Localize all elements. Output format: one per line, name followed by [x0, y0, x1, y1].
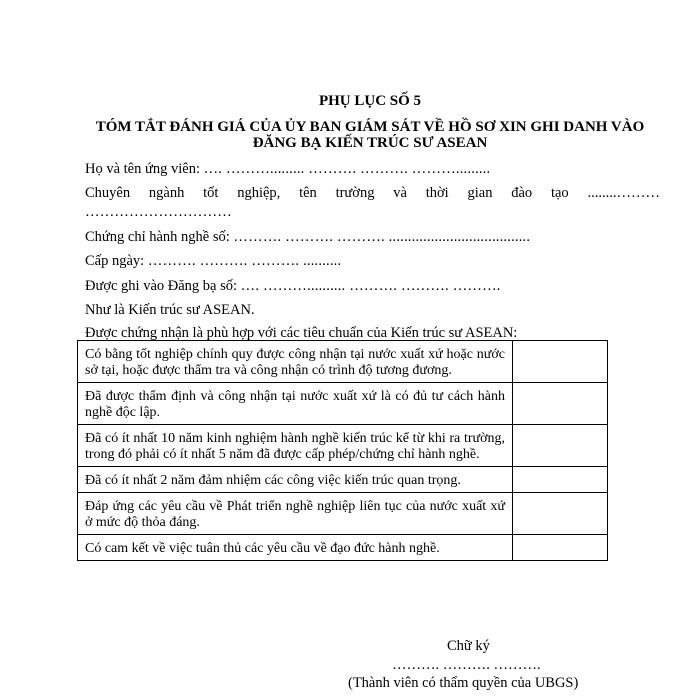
issue-date-dots: ………. ………. ………. .......... — [147, 253, 342, 269]
criteria-row — [78, 535, 608, 561]
candidate-name-dots: …. ………......... ………. ………. ………......... — [203, 161, 491, 177]
major-word: ........……… — [587, 185, 660, 201]
criteria-table — [77, 340, 608, 561]
form-title-line-1: TÓM TẮT ĐÁNH GIÁ CỦA ỦY BAN GIÁM SÁT VỀ HỒ SƠ XIN GHI DANH VÀO — [95, 119, 645, 135]
certified-line: Được chứng nhận là phù hợp với các tiêu chuẩn của Kiến trúc sư ASEAN: — [85, 325, 518, 341]
major-word: thời — [425, 185, 449, 201]
criteria-text: Có bằng tốt nghiệp chính quy được công nhận tại nước xuất xứ hoặc nước sở tại, hoặc được thẩm tra và công nhận có trình độ tương đương. — [78, 341, 513, 383]
register-number-dots: …. ……….......... ………. ………. ………. — [240, 278, 501, 294]
signature-note: (Thành viên có thẩm quyền của UBGS) — [348, 675, 579, 691]
criteria-row — [78, 341, 608, 383]
major-word: tạo — [550, 185, 569, 201]
major-word: nghiệp, — [237, 185, 281, 201]
criteria-text: Đã có ít nhất 2 năm đảm nhiệm các công việc kiến trúc quan trọng. — [78, 467, 513, 493]
criteria-row — [78, 493, 608, 535]
candidate-name-label: Họ và tên ứng viên: — [85, 161, 200, 177]
register-number-field — [85, 277, 660, 295]
criteria-check-cell[interactable] — [513, 341, 608, 383]
criteria-check-cell[interactable] — [513, 467, 608, 493]
certificate-dots: ………. ………. ………. ..................................... — [233, 229, 531, 245]
criteria-check-cell[interactable] — [513, 493, 608, 535]
major-word: Chuyên — [85, 185, 131, 201]
signature-label: Chữ ký — [447, 638, 490, 654]
certificate-field — [85, 228, 660, 246]
appendix-title: PHỤ LỤC SỐ 5 — [318, 93, 422, 109]
criteria-text: Đã có ít nhất 10 năm kinh nghiệm hành nghề kiến trúc kể từ khi ra trường, trong đó phải có ít nhất 5 năm đã được cấp phép/chứng chỉ hành nghề. — [78, 425, 513, 467]
form-title-line-2: ĐĂNG BẠ KIẾN TRÚC SƯ ASEAN — [252, 135, 488, 151]
issue-date-label: Cấp ngày: — [85, 253, 145, 269]
major-word: trường — [335, 185, 375, 201]
as-asean-architect-line: Như là Kiến trúc sư ASEAN. — [85, 302, 255, 318]
signature-dots: ………. ………. ………. — [392, 657, 541, 673]
criteria-text: Đã được thẩm định và công nhận tại nước xuất xứ là có đủ tư cách hành nghề độc lập. — [78, 383, 513, 425]
register-number-label: Được ghi vào Đăng bạ số: — [85, 278, 238, 294]
criteria-check-cell[interactable] — [513, 425, 608, 467]
major-field-line-1 — [85, 184, 660, 202]
criteria-check-cell[interactable] — [513, 383, 608, 425]
criteria-row — [78, 467, 608, 493]
major-word: tốt — [203, 185, 219, 201]
criteria-text: Có cam kết về việc tuân thủ các yêu cầu về đạo đức hành nghề. — [78, 535, 513, 561]
major-word: tên — [299, 185, 317, 201]
certificate-label: Chứng chỉ hành nghề số: — [85, 229, 230, 245]
criteria-text: Đáp ứng các yêu cầu về Phát triển nghề nghiệp liên tục của nước xuất xứ ở mức độ thỏa đáng. — [78, 493, 513, 535]
candidate-name-field — [85, 160, 660, 178]
issue-date-field — [85, 252, 660, 270]
major-dots-line-2: ………………………… — [85, 204, 232, 220]
major-field-line-2 — [85, 203, 660, 221]
criteria-row — [78, 425, 608, 467]
criteria-check-cell[interactable] — [513, 535, 608, 561]
major-word: đào — [511, 185, 533, 201]
major-word: gian — [467, 185, 493, 201]
criteria-row — [78, 383, 608, 425]
major-word: ngành — [148, 185, 185, 201]
major-word: và — [393, 185, 407, 201]
